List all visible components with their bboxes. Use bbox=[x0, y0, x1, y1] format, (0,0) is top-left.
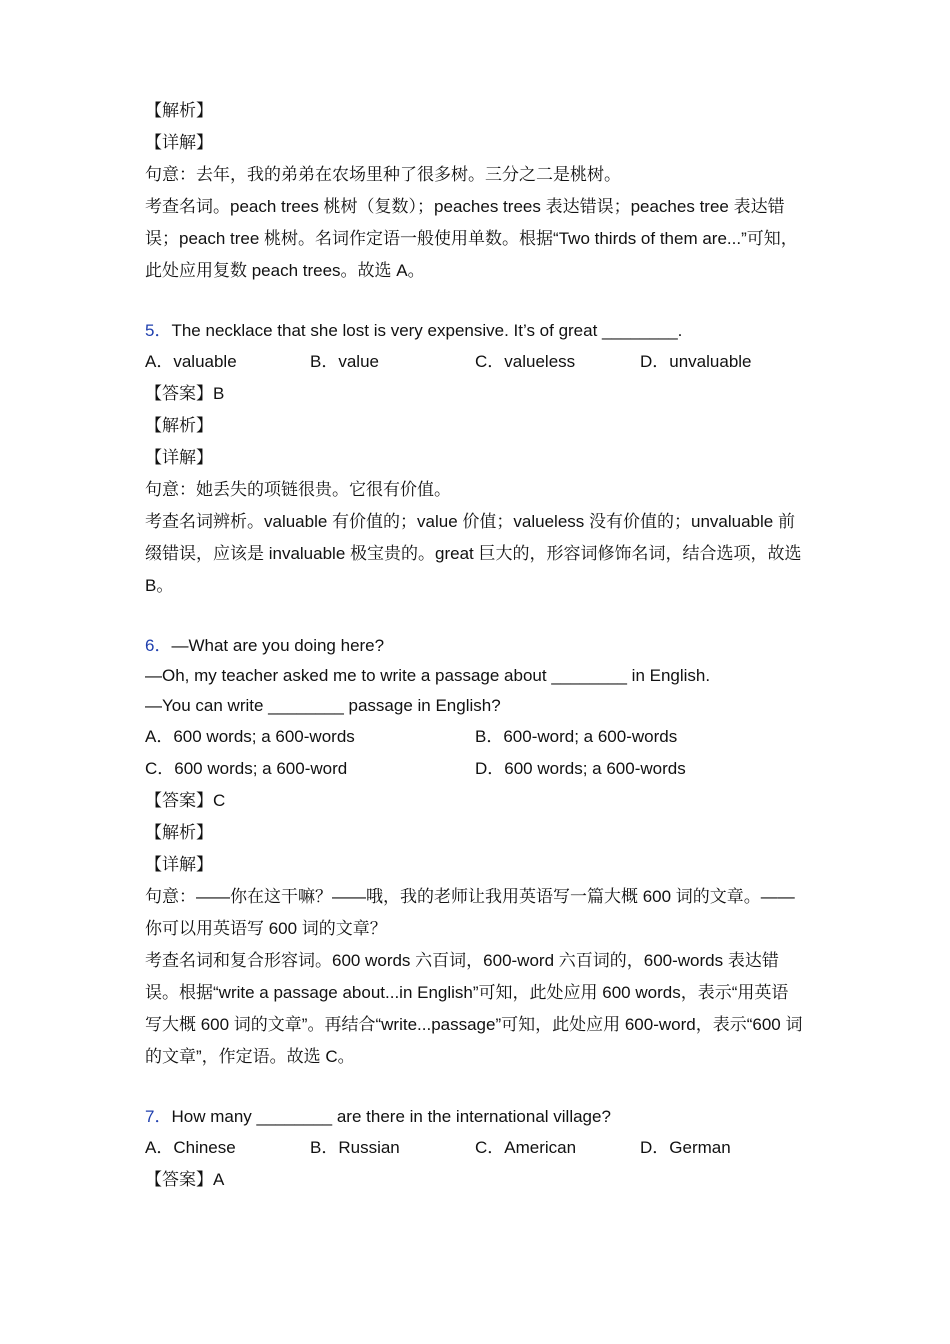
explanation: 考查名词。peach trees 桃树（复数）；peaches trees 表达错误；peaches tree 表达错误；peach tree 桃树。名词作定语一般使用单数。根据“Two thirds of them are...”可知，此处应用复数 peach trees。故选 A。 bbox=[145, 197, 798, 280]
option-c: C．valueless bbox=[475, 352, 576, 371]
explanation: 考查名词和复合形容词。600 words 六百词，600-word 六百词的，600-words 表达错误。根据“write a passage about...in English”可知，此处应用 600 words，表示“用英语写大概 600 词的文章”。再结合“write...passage”可知，此处应用 600-word，表示“600 词的文章”，作定语。故选 C。 bbox=[145, 951, 803, 1066]
question-number: 5． bbox=[145, 321, 172, 340]
question-text: How many ________ are there in the international village? bbox=[171, 1107, 611, 1126]
option-c: C．600 words; a 600-word bbox=[145, 759, 348, 778]
analysis-label: 【解析】 bbox=[145, 101, 213, 120]
option-d: D．600 words; a 600-words bbox=[475, 759, 686, 778]
option-a: A．600 words; a 600-words bbox=[145, 727, 355, 746]
question-6 bbox=[145, 631, 805, 661]
sentence-meaning: 句意：她丢失的项链很贵。它很有价值。 bbox=[145, 480, 451, 499]
answer-label: 【答案】C bbox=[145, 791, 226, 810]
detail-label: 【详解】 bbox=[145, 448, 213, 467]
option-b: B．Russian bbox=[310, 1138, 400, 1157]
options-q7 bbox=[145, 1132, 805, 1164]
question-text: The necklace that she lost is very expensive. It’s of great ________. bbox=[171, 321, 683, 340]
question-number: 6． bbox=[145, 636, 172, 655]
sentence-meaning: 句意：——你在这干嘛？——哦，我的老师让我用英语写一篇大概 600 词的文章。——你可以用英语写 600 词的文章？ bbox=[145, 887, 795, 938]
page-content bbox=[145, 95, 805, 1196]
answer-label: 【答案】B bbox=[145, 384, 225, 403]
option-a: A．valuable bbox=[145, 352, 237, 371]
analysis-label: 【解析】 bbox=[145, 416, 213, 435]
option-b: B．600-word; a 600-words bbox=[475, 727, 678, 746]
explanation: 考查名词辨析。valuable 有价值的；value 价值；valueless 没有价值的；unvaluable 前缀错误，应该是 invaluable 极宝贵的。great 巨大的，形容词修饰名词，结合选项，故选 B。 bbox=[145, 512, 802, 595]
sentence-meaning: 句意：去年，我的弟弟在农场里种了很多树。三分之二是桃树。 bbox=[145, 165, 621, 184]
question-text: —What are you doing here? bbox=[171, 636, 385, 655]
option-d: D．unvaluable bbox=[640, 352, 752, 371]
question-7 bbox=[145, 1102, 805, 1132]
question-5 bbox=[145, 316, 805, 346]
detail-label: 【详解】 bbox=[145, 133, 213, 152]
option-c: C．American bbox=[475, 1138, 577, 1157]
answer-label: 【答案】A bbox=[145, 1170, 225, 1189]
question-text-line: —Oh, my teacher asked me to write a passage about ________ in English. bbox=[145, 666, 711, 685]
option-b: B．value bbox=[310, 352, 379, 371]
analysis-label: 【解析】 bbox=[145, 823, 213, 842]
question-text-line: —You can write ________ passage in English? bbox=[145, 696, 501, 715]
option-a: A．Chinese bbox=[145, 1138, 236, 1157]
question-number: 7． bbox=[145, 1107, 172, 1126]
options-q6 bbox=[145, 721, 805, 785]
options-q5 bbox=[145, 346, 805, 378]
detail-label: 【详解】 bbox=[145, 855, 213, 874]
option-d: D．German bbox=[640, 1138, 731, 1157]
